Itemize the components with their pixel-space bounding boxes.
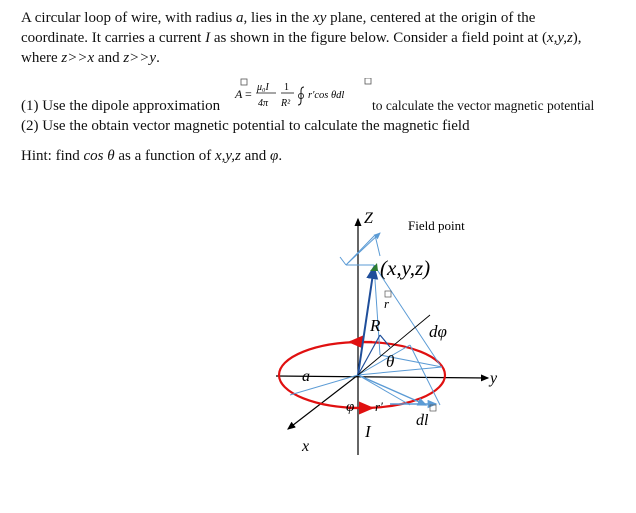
text-segment: A circular loop of wire, with radius (21, 10, 236, 26)
var-xyz: x,y,z (546, 30, 573, 46)
hint-text: . (278, 148, 283, 164)
field-point-arrow-icon (370, 263, 378, 271)
hint-cos: cos θ (83, 148, 115, 164)
text-segment: ), (572, 30, 582, 46)
dphi-label: dφ (429, 322, 447, 341)
text-segment: , lies in the (243, 10, 314, 26)
dipole-formula (232, 78, 382, 114)
r-prime-vector (358, 375, 426, 405)
formula-integrand: r′cos θdl (308, 90, 345, 101)
text-segment: where (21, 50, 62, 66)
hint-phi: φ (270, 148, 279, 164)
formula-4pi: 4π (258, 98, 269, 109)
projection-line (380, 335, 390, 347)
hint-text: as a function of (114, 148, 216, 164)
theta-label: θ (386, 352, 395, 371)
text-segment: as shown in the figure below. Consider a field point at ( (210, 30, 547, 46)
current-label: I (365, 422, 371, 441)
condition-1: z>>x (61, 50, 95, 66)
closed-integral-icon (298, 87, 304, 105)
formula-R2: R² (281, 98, 291, 109)
problem-line-1 (21, 8, 535, 28)
problem-line-2 (21, 28, 582, 48)
phi-label: φ (346, 399, 355, 415)
var-I: I (205, 30, 211, 46)
vector-box-icon (365, 78, 371, 84)
text-segment: coordinate. It carries a current (21, 30, 206, 46)
y-axis-label: y (490, 370, 498, 387)
problem-line-3 (21, 48, 160, 68)
question-1: (1) Use the dipole approximation (21, 98, 221, 114)
r-vector-label: r (384, 296, 390, 311)
hint-vars: x,y,z (215, 148, 241, 164)
question-2: (2) Use the obtain vector magnetic potential to calculate the magnetic field (21, 118, 470, 134)
formula-lhs: A (235, 87, 243, 101)
question-1-suffix: to calculate the vector magnetic potential (372, 98, 595, 113)
dl-label: dl (416, 412, 429, 429)
field-point-label: Field point (408, 218, 465, 233)
loop-diagram (260, 205, 500, 465)
hint (21, 147, 282, 165)
var-xy: xy (313, 10, 327, 26)
x-axis-label: x (302, 438, 310, 455)
z-axis-label: Z (364, 210, 373, 227)
text-segment: . (156, 50, 160, 66)
hint-text: and (240, 148, 271, 164)
R-label: R (370, 316, 381, 335)
hint-text: Hint: find (21, 148, 84, 164)
vector-box-icon (241, 79, 247, 85)
vector-box-icon (430, 405, 436, 411)
condition-2: z>>y (123, 50, 157, 66)
formula-one: 1 (284, 82, 289, 93)
radius-label: a (302, 368, 310, 385)
formula-eq: = (245, 87, 252, 101)
text-segment: plane, centered at the origin of the (326, 10, 536, 26)
r-prime-label: r′ (375, 399, 383, 414)
var-a: a (235, 10, 244, 26)
text-segment: and (94, 50, 124, 66)
formula-mu: μ₀I (257, 82, 269, 93)
field-point-arrow (348, 233, 380, 263)
coordinates-label: (x,y,z) (380, 256, 431, 280)
